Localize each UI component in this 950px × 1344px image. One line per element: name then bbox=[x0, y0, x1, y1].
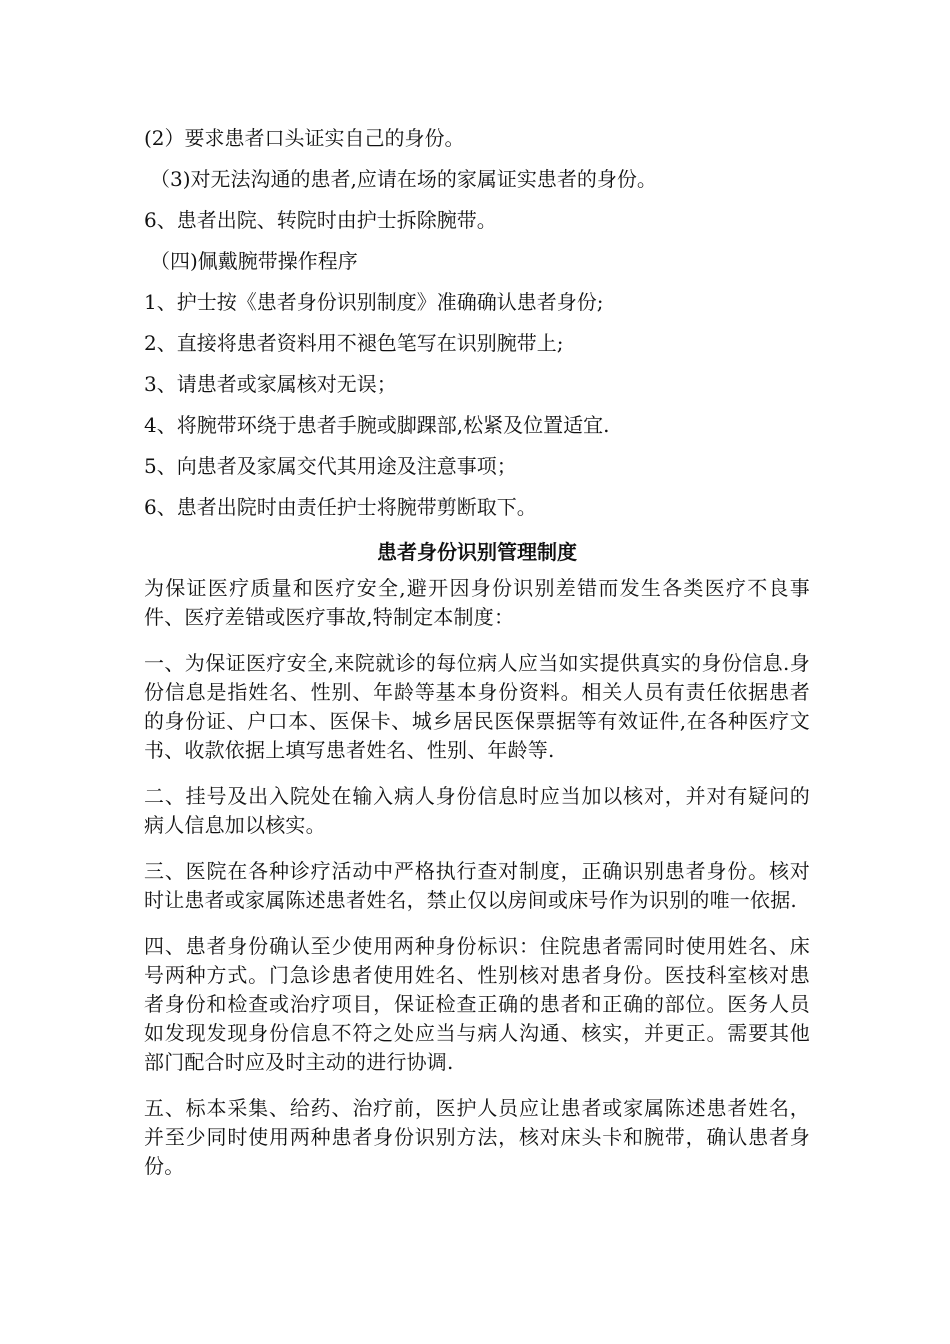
section-heading: （四)佩戴腕带操作程序 bbox=[150, 249, 358, 273]
list-line: （3)对无法沟通的患者,应请在场的家属证实患者的身份。 bbox=[150, 167, 657, 191]
procedure-list bbox=[144, 118, 810, 528]
list-line: 2、直接将患者资料用不褪色笔写在识别腕带上; bbox=[144, 331, 564, 355]
paragraph: 二、挂号及出入院处在输入病人身份信息时应当加以核对，并对有疑问的病人信息加以核实。 bbox=[144, 784, 810, 837]
list-line: 5、向患者及家属交代其用途及注意事项； bbox=[144, 454, 517, 478]
document-body bbox=[144, 118, 810, 1198]
list-line: (2）要求患者口头证实自己的身份。 bbox=[144, 126, 465, 150]
list-line: 6、患者出院、转院时由护士拆除腕带。 bbox=[144, 208, 497, 232]
list-line: 1、护士按《患者身份识别制度》准确确认患者身份; bbox=[144, 290, 604, 314]
policy-paragraphs bbox=[144, 574, 810, 1181]
document-title: 患者身份识别管理制度 bbox=[377, 540, 577, 564]
paragraph: 三、医院在各种诊疗活动中严格执行查对制度，正确识别患者身份。核对时让患者或家属陈述患者姓名，禁止仅以房间或床号作为识别的唯一依据. bbox=[144, 859, 810, 912]
paragraph: 五、标本采集、给药、治疗前，医护人员应让患者或家属陈述患者姓名，并至少同时使用两种患者身份识别方法，核对床头卡和腕带，确认患者身份。 bbox=[144, 1096, 810, 1178]
list-line: 3、请患者或家属核对无误； bbox=[144, 372, 397, 396]
paragraph: 一、为保证医疗安全,来院就诊的每位病人应当如实提供真实的身份信息.身份信息是指姓名、性别、年龄等基本身份资料。相关人员有责任依据患者的身份证、户口本、医保卡、城乡居民医保票据等有效证件,在各种医疗文书、收款依据上填写患者姓名、性别、年龄等. bbox=[144, 651, 810, 762]
paragraph: 四、患者身份确认至少使用两种身份标识：住院患者需同时使用姓名、床号两种方式。门急诊患者使用姓名、性别核对患者身份。医技科室核对患者身份和检查或治疗项目，保证检查正确的患者和正确的部位。医务人员如发现发现身份信息不符之处应当与病人沟通、核实，并更正。需要其他部门配合时应及时主动的进行协调. bbox=[144, 934, 810, 1074]
list-line: 4、将腕带环绕于患者手腕或脚踝部,松紧及位置适宜. bbox=[144, 413, 610, 437]
list-line: 6、患者出院时由责任护士将腕带剪断取下。 bbox=[144, 495, 537, 519]
paragraph: 为保证医疗质量和医疗安全,避开因身份识别差错而发生各类医疗不良事件、医疗差错或医疗事故,特制定本制度： bbox=[144, 576, 810, 629]
